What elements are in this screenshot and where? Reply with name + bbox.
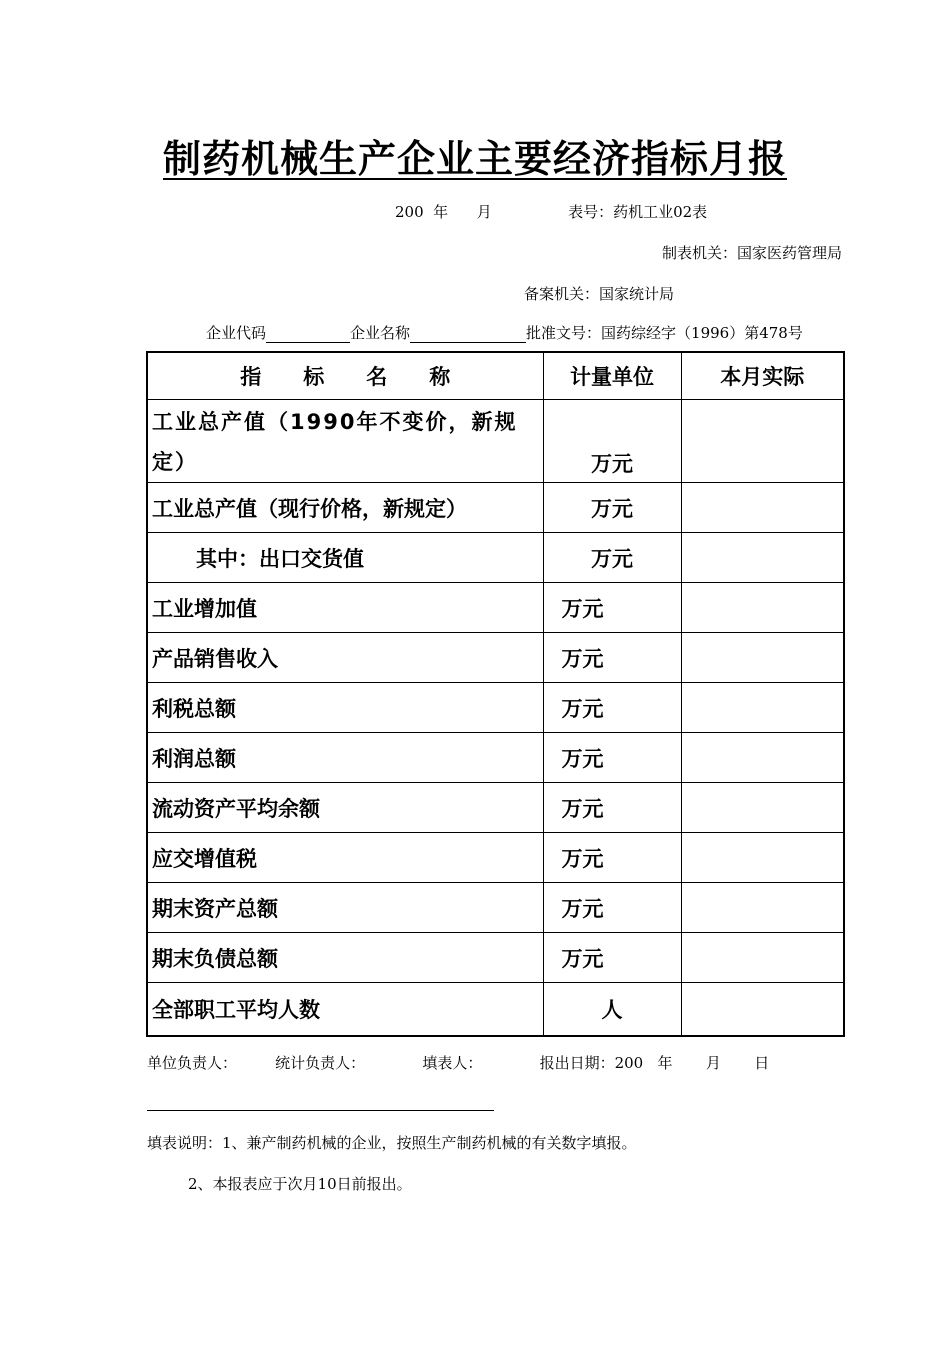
indicator-value-cell[interactable] <box>681 633 844 683</box>
indicator-name: 产品销售收入 <box>147 633 543 683</box>
table-row <box>147 933 844 983</box>
indicator-unit: 万元 <box>543 633 681 683</box>
indicator-value-cell[interactable] <box>681 683 844 733</box>
indicator-value-cell[interactable] <box>681 533 844 583</box>
report-title <box>0 128 950 183</box>
indicator-name-text: 工业总产值（1990年不变价，新规定） <box>152 410 518 474</box>
indicator-name: 全部职工平均人数 <box>147 983 543 1037</box>
indicator-value-cell[interactable] <box>681 783 844 833</box>
indicator-name: 工业增加值 <box>147 583 543 633</box>
indicator-name: 流动资产平均余额 <box>147 783 543 833</box>
table-row <box>147 583 844 633</box>
indicator-unit: 万元 <box>543 683 681 733</box>
indicator-table <box>146 351 845 1037</box>
date-line-text: 200 年 月 <box>395 203 492 221</box>
indicator-unit: 万元 <box>543 783 681 833</box>
indicator-unit: 万元 <box>543 483 681 533</box>
indicator-unit: 万元 <box>543 933 681 983</box>
company-code-field[interactable] <box>266 326 350 343</box>
header-unit: 计量单位 <box>543 352 681 400</box>
table-row <box>147 633 844 683</box>
company-code-label: 企业代码 <box>206 324 267 342</box>
filing-agency: 备案机关：国家统计局 <box>524 285 675 303</box>
company-info-line <box>206 322 803 343</box>
company-name-label: 企业名称 <box>350 324 411 342</box>
indicator-unit: 万元 <box>543 733 681 783</box>
indicator-value-cell[interactable] <box>681 483 844 533</box>
filling-note-2: 2、本报表应于次月10日前报出。 <box>188 1175 412 1193</box>
indicator-name: 应交增值税 <box>147 833 543 883</box>
indicator-name: 期末负债总额 <box>147 933 543 983</box>
approval-number: 批准文号：国药综经字（1996）第478号 <box>526 324 803 342</box>
header-monthly-actual: 本月实际 <box>681 352 844 400</box>
indicator-unit: 万元 <box>543 583 681 633</box>
indicator-value-cell[interactable] <box>681 400 844 483</box>
form-number: 表号：药机工业02表 <box>568 203 708 221</box>
table-row <box>147 400 844 483</box>
table-row <box>147 733 844 783</box>
indicator-unit: 人 <box>543 983 681 1037</box>
indicator-value-cell[interactable] <box>681 883 844 933</box>
signature-line: 单位负责人： 统计负责人： 填表人： 报出日期：200 年 月 日 <box>147 1054 770 1072</box>
indicator-name: 利税总额 <box>147 683 543 733</box>
indicator-name: 期末资产总额 <box>147 883 543 933</box>
indicator-value-cell[interactable] <box>681 583 844 633</box>
indicator-name: 其中：出口交货值 <box>147 533 543 583</box>
table-row <box>147 833 844 883</box>
table-row <box>147 783 844 833</box>
table-row <box>147 533 844 583</box>
table-row <box>147 683 844 733</box>
table-row <box>147 983 844 1037</box>
indicator-value-cell[interactable] <box>681 933 844 983</box>
indicator-name: 利润总额 <box>147 733 543 783</box>
indicator-unit: 万元 <box>543 400 681 483</box>
indicator-unit: 万元 <box>543 883 681 933</box>
indicator-value-cell[interactable] <box>681 983 844 1037</box>
indicator-unit: 万元 <box>543 833 681 883</box>
date-line <box>395 201 707 222</box>
table-header-row <box>147 352 844 400</box>
header-indicator-name: 指 标 名 称 <box>147 352 543 400</box>
filling-note-1: 填表说明：1、兼产制药机械的企业，按照生产制药机械的有关数字填报。 <box>147 1134 637 1152</box>
indicator-name: 工业总产值（现行价格，新规定） <box>147 483 543 533</box>
indicator-unit: 万元 <box>543 533 681 583</box>
indicator-value-cell[interactable] <box>681 733 844 783</box>
indicator-value-cell[interactable] <box>681 833 844 883</box>
table-row <box>147 883 844 933</box>
indicator-name <box>147 400 543 483</box>
table-row <box>147 483 844 533</box>
issuing-agency: 制表机关：国家医药管理局 <box>661 244 842 262</box>
report-title-text: 制药机械生产企业主要经济指标月报 <box>162 136 787 181</box>
footnote-divider <box>147 1110 494 1111</box>
company-name-field[interactable] <box>410 326 526 343</box>
